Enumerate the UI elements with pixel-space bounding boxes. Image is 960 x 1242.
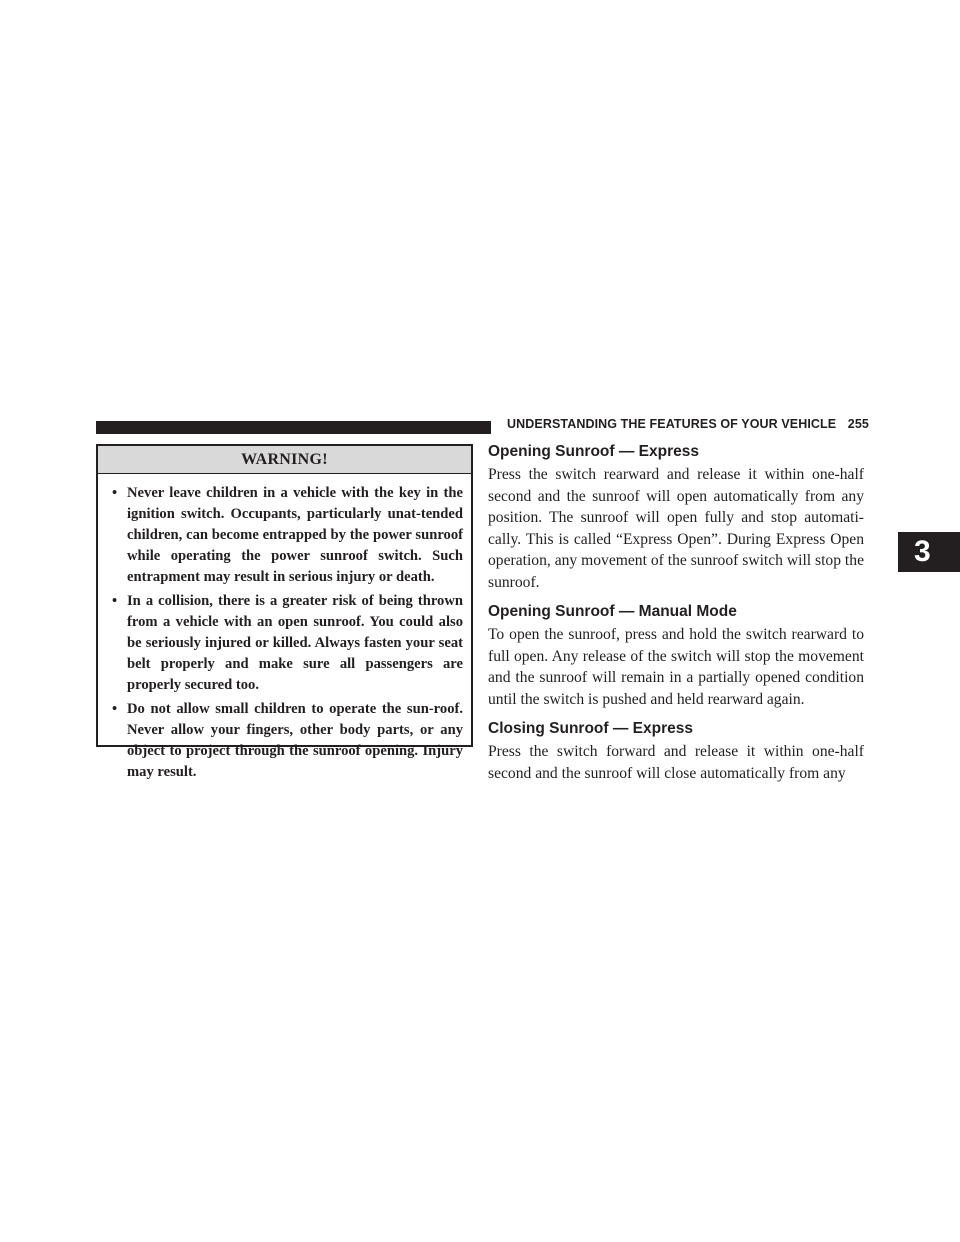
warning-list [98, 474, 471, 783]
running-header [507, 417, 869, 431]
page-number: 255 [847, 417, 869, 431]
warning-box [96, 444, 473, 780]
section-body: To open the sunroof, press and hold the switch rearward to full open. Any release of the switch will stop the movement and the sunroof will remain in a partially opened condition until the switch is pushed and held rearward again. [488, 626, 864, 708]
warning-item-text: In a collision, there is a greater risk of being thrown from a vehicle with an open sunroof. You could also be seriously injured or killed. Always fasten your seat belt properly and make sure all passengers are properly secured too. [127, 593, 463, 693]
section-heading: Closing Sunroof — Express [488, 720, 693, 737]
main-content [488, 443, 864, 794]
bullet-icon: • [112, 485, 118, 501]
section-body: Press the switch forward and release it within one-half second and the sunroof will close automatically from any [488, 743, 864, 782]
chapter-tab: 3 [898, 532, 960, 572]
warning-item [112, 591, 463, 696]
section-heading: Opening Sunroof — Manual Mode [488, 603, 737, 620]
warning-item-text: Never leave children in a vehicle with the key in the ignition switch. Occupants, particularly unat-tended children, can become entrapped by the power sunroof while operating the power sunroof switch. Such entrapment may result in serious injury or death. [127, 485, 463, 585]
bullet-icon: • [112, 701, 118, 717]
section-heading: Opening Sunroof — Express [488, 443, 699, 460]
warning-item [112, 699, 463, 783]
warning-title: WARNING! [98, 446, 471, 474]
warning-item [112, 483, 463, 588]
bullet-icon: • [112, 593, 118, 609]
header-rule [96, 421, 491, 434]
section-body: Press the switch rearward and release it within one-half second and the sunroof will open automatically from any position. The sunroof will open fully and stop automati-cally. This is called “Express Open”. During Express Open operation, any movement of the sunroof switch will stop the sunroof. [488, 466, 864, 591]
section-title: UNDERSTANDING THE FEATURES OF YOUR VEHICLE [507, 417, 837, 431]
warning-item-text: Do not allow small children to operate the sun-roof. Never allow your fingers, other body parts, or any object to project through the sunroof opening. Injury may result. [127, 701, 463, 780]
